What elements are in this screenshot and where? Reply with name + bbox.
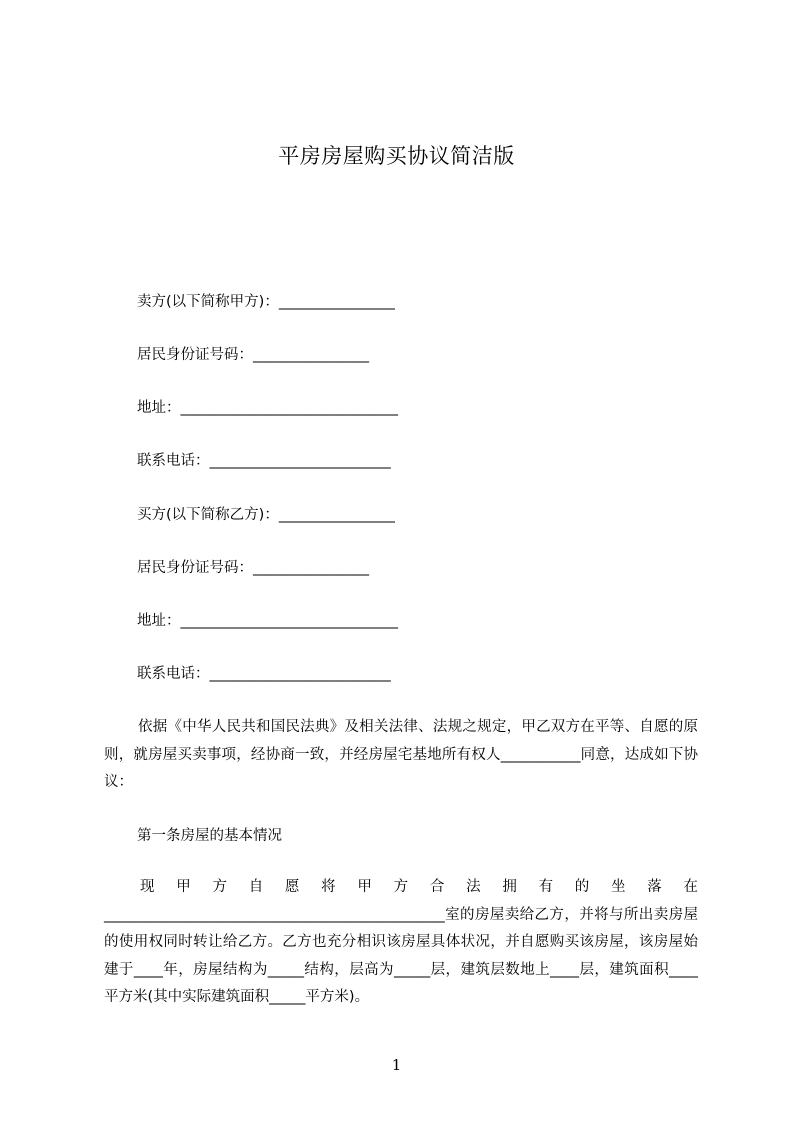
seller-address-field: 地址：______________________________ (137, 400, 398, 416)
seller-id-field: 居民身份证号码：________________ (137, 347, 369, 363)
document-title: 平房房屋购买协议简洁版 (278, 144, 515, 168)
buyer-address-field: 地址：______________________________ (137, 613, 398, 629)
seller-phone-field: 联系电话：_________________________ (137, 453, 391, 469)
buyer-id-field: 居民身份证号码：________________ (137, 560, 369, 576)
intro-paragraph: 依据《中华人民共和国民法典》及相关法律、法规之规定，甲乙双方在平等、自愿的原则，就房屋买卖事项，经协商一致，并经房屋宅基地所有权人___________同意，达成如下协议： (104, 719, 698, 790)
page-number: 1 (391, 1056, 402, 1074)
article-1-heading: 第一条房屋的基本情况 (137, 828, 282, 844)
buyer-phone-field: 联系电话：_________________________ (137, 666, 391, 682)
article-1-paragraph: 现甲方自愿将甲方合法拥有的坐落在_______________________________________________室的房屋卖给乙方，并将与所出卖房屋的使用权同时转让给乙方。乙方也充分相识该房屋具体状况，并自愿购买该房屋，该房屋始建于____年，房屋结构为_____结构，层高为_____层，建筑层数地上____层，建筑面积____平方米(其中实际建筑面积_____平方米)。 (104, 879, 698, 1005)
buyer-name-field: 买方(以下简称乙方)：________________ (137, 507, 395, 523)
seller-name-field: 卖方(以下简称甲方)：________________ (137, 294, 395, 310)
